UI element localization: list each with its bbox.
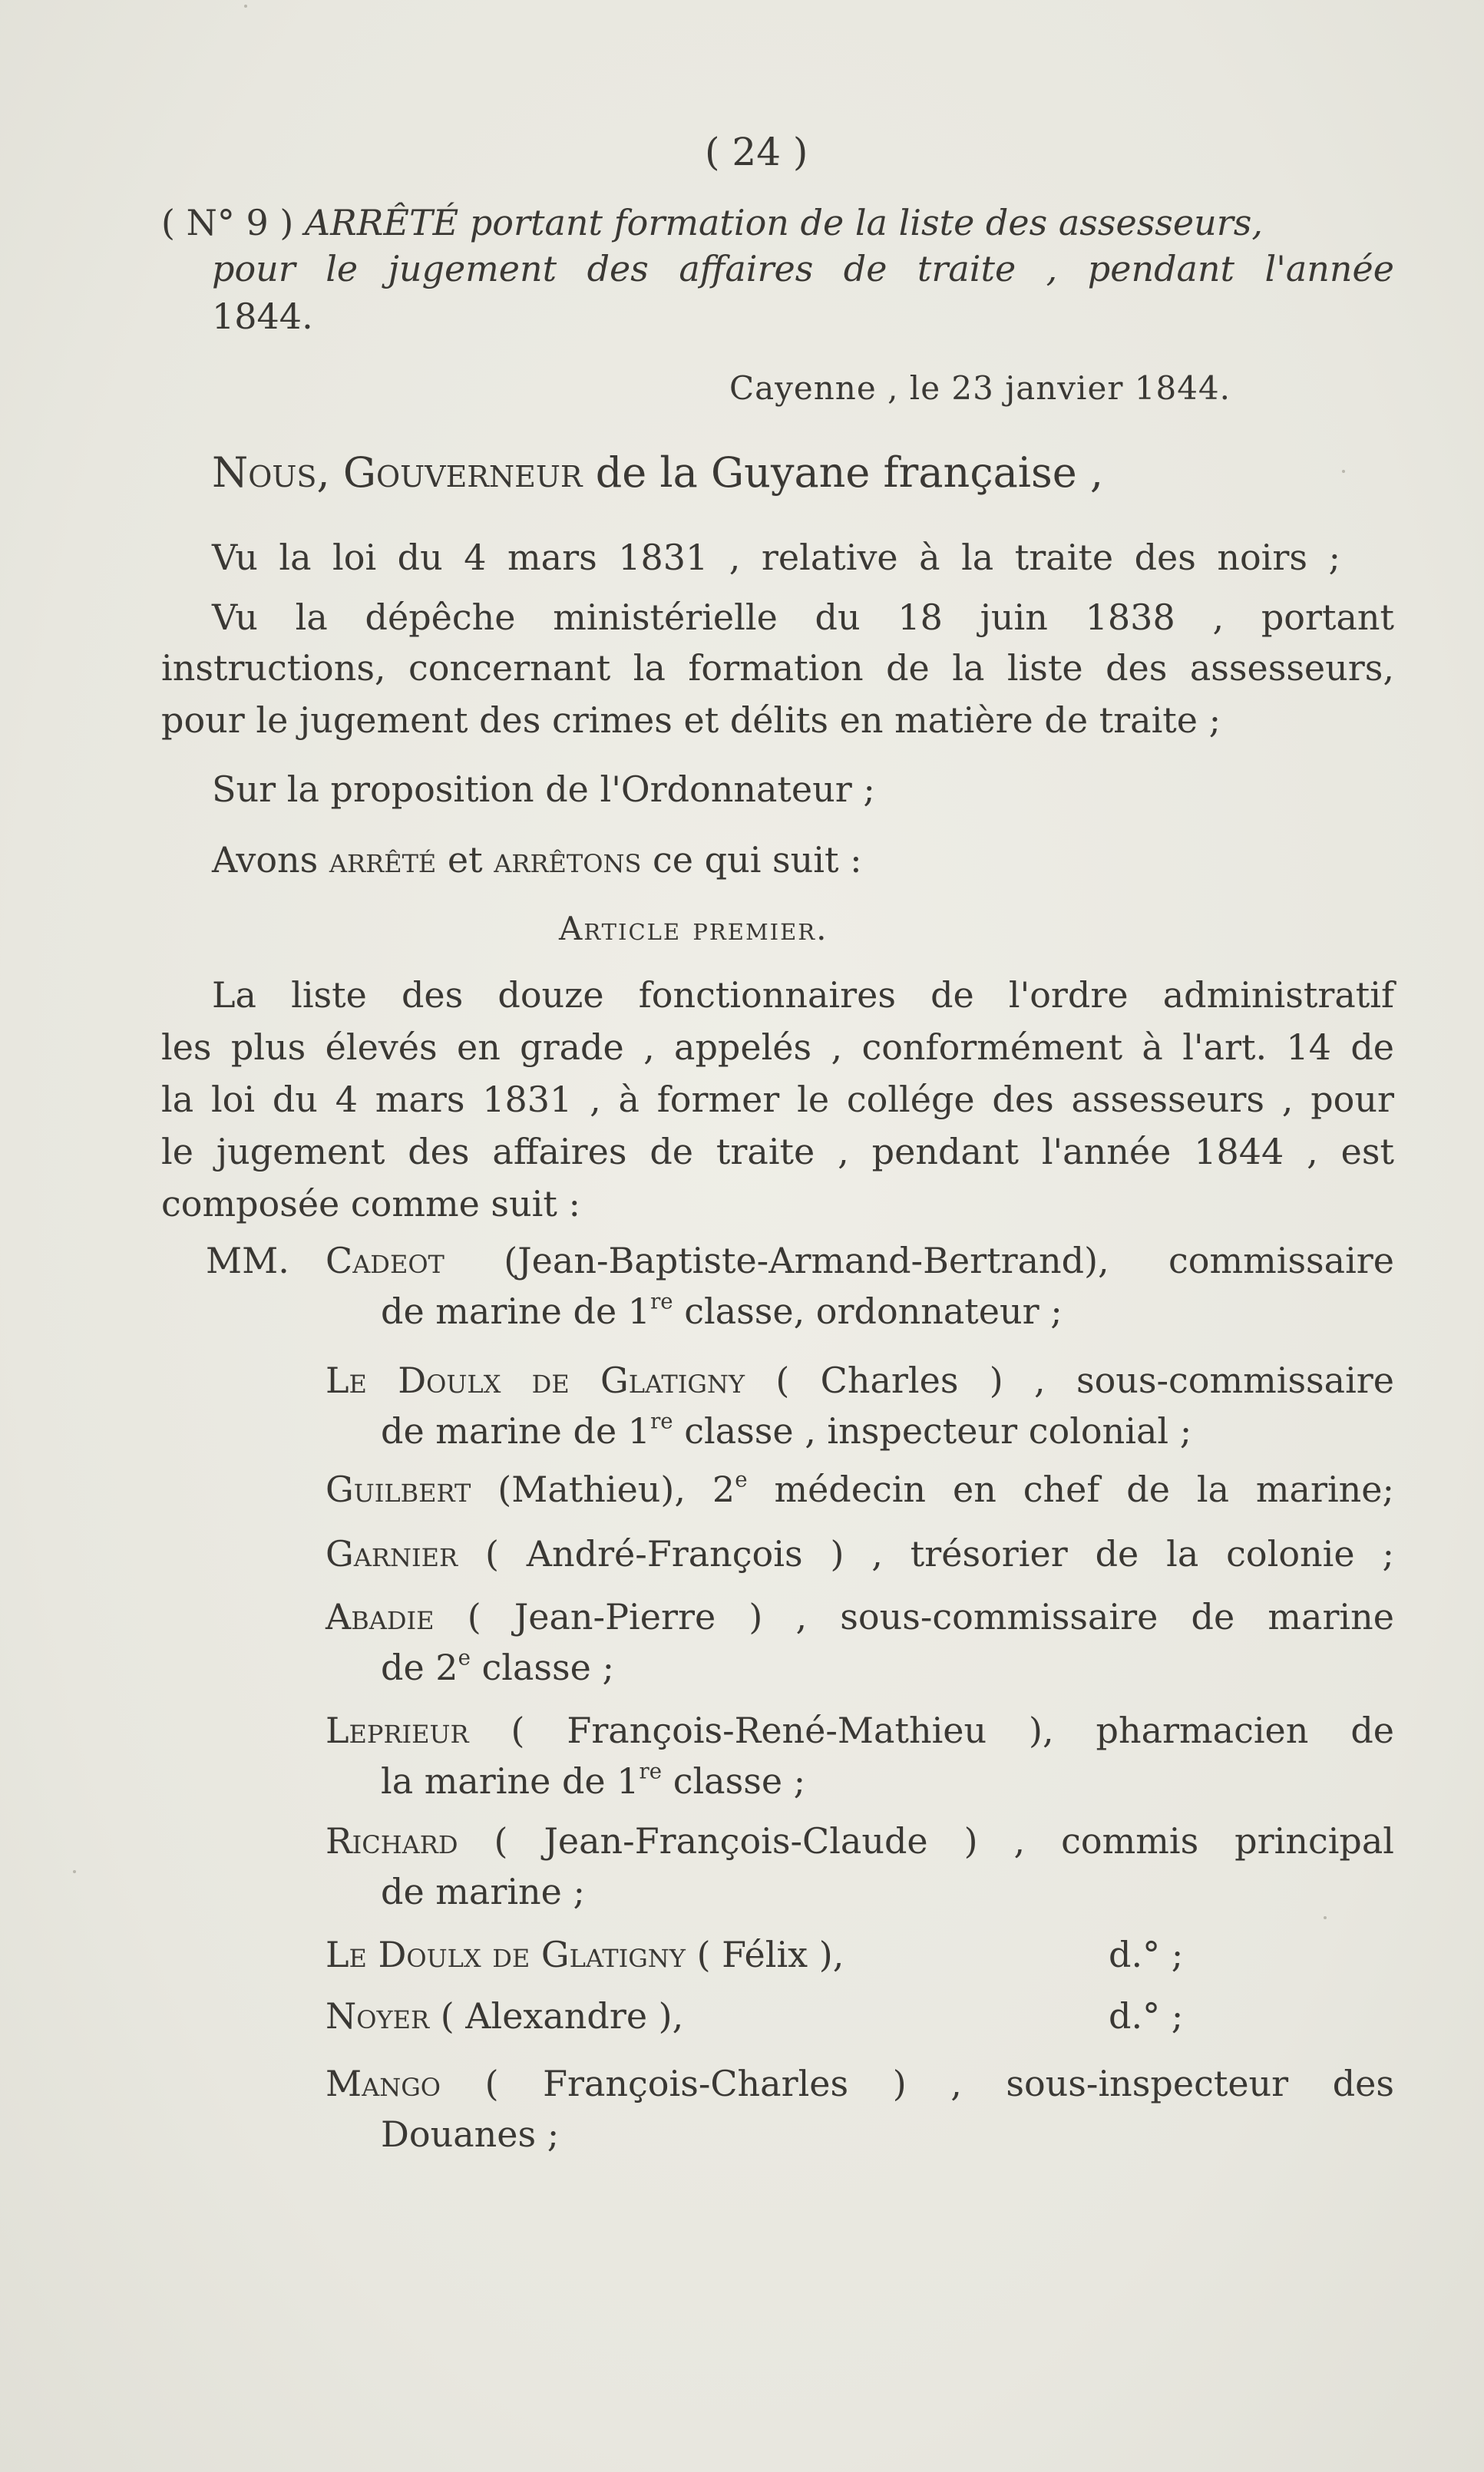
member-cadeot-line-2	[381, 1290, 1063, 1333]
member-name: Abadie	[326, 1596, 435, 1638]
vu-depeche-line-2: instructions, concernant la formation de la liste des assesseurs,	[161, 647, 1394, 689]
et-word: et	[447, 839, 483, 881]
member-name: Cadeot	[326, 1240, 445, 1281]
member-garnier	[326, 1532, 1394, 1575]
member-name: Garnier	[326, 1533, 458, 1575]
member-name: Le Doulx de Glatigny	[326, 1934, 686, 1975]
member-detail-text: de marine de 1	[381, 1291, 651, 1332]
arrete-heading-line-2: pour le jugement des affaires de traite , pendant l'année	[212, 248, 1394, 289]
member-detail-text: classe ;	[662, 1760, 806, 1802]
arrete-number: ( N° 9 )	[161, 202, 294, 243]
member-detail-text: de marine de 1	[381, 1410, 651, 1452]
superscript: e	[458, 1644, 471, 1671]
avons-word: Avons	[212, 839, 319, 881]
member-details: ( Jean-François-Claude ) , commis principal	[494, 1820, 1394, 1862]
paper-speck	[1342, 470, 1345, 473]
page-number: ( 24 )	[705, 130, 808, 174]
nous-line-rest: de la Guyane française ,	[595, 448, 1104, 497]
member-details	[497, 1466, 1395, 1510]
superscript: re	[650, 1408, 673, 1434]
article-line-2: les plus élevés en grade , appelés , conformément à l'art. 14 de	[161, 1026, 1394, 1068]
date-line: Cayenne , le 23 janvier 1844.	[729, 369, 1231, 407]
arrete-title: ARRÊTÉ portant formation de la liste des assesseurs,	[304, 202, 1263, 243]
article-line-4: le jugement des affaires de traite , pendant l'année 1844 , est	[161, 1131, 1394, 1172]
member-ledoulx-charles-line-2	[381, 1410, 1191, 1452]
member-leprieur	[326, 1709, 1394, 1752]
article-line-3: la loi du 4 mars 1831 , à former le collége des assesseurs , pour	[161, 1079, 1394, 1120]
arrete-heading-line-1	[161, 201, 1405, 244]
proposition-line: Sur la proposition de l'Ordonnateur ;	[212, 768, 875, 810]
member-mango-line-2: Douanes ;	[381, 2113, 560, 2155]
superscript: e	[735, 1466, 748, 1492]
article-line-1: La liste des douze fonctionnaires de l'ordre administratif	[212, 974, 1394, 1016]
ditto-mark: d.° ;	[1109, 1934, 1184, 1975]
member-detail-text: (Mathieu), 2	[497, 1469, 735, 1510]
paper-speck	[73, 1870, 76, 1873]
member-guilbert	[326, 1468, 1394, 1511]
member-detail-text: classe, ordonnateur ;	[673, 1291, 1063, 1332]
member-noyer	[326, 1994, 683, 2037]
arrete-heading-line-3: 1844.	[212, 296, 313, 337]
paper-speck	[1324, 1916, 1327, 1919]
member-leprieur-line-2	[381, 1760, 805, 1803]
avons-arrete-line	[212, 838, 862, 881]
member-details: ( Charles ) , sous-commissaire	[775, 1360, 1395, 1401]
member-name: Noyer	[326, 1995, 430, 2037]
member-name: Richard	[326, 1820, 458, 1862]
member-name: Leprieur	[326, 1710, 469, 1751]
member-name: Mango	[326, 2063, 441, 2104]
member-details: ( François-René-Mathieu ), pharmacien de	[511, 1710, 1395, 1751]
member-detail-text: médecin en chef de la marine;	[747, 1469, 1395, 1510]
superscript: re	[650, 1288, 673, 1314]
member-ledoulx-felix	[326, 1933, 844, 1976]
mm-label: MM.	[206, 1240, 289, 1281]
superscript: re	[639, 1758, 663, 1784]
article-line-5: composée comme suit :	[161, 1183, 580, 1224]
member-cadeot	[326, 1239, 1394, 1282]
vu-depeche-line-1: Vu la dépêche ministérielle du 18 juin 1838 , portant	[212, 597, 1394, 638]
member-details: ( François-Charles ) , sous-inspecteur des	[484, 2063, 1394, 2104]
member-abadie-line-2	[381, 1646, 614, 1689]
paper-speck	[244, 5, 247, 8]
member-details: ( Alexandre ),	[440, 1995, 684, 2037]
ce-qui-suit: ce qui suit :	[653, 839, 862, 881]
member-detail-text: la marine de 1	[381, 1760, 640, 1802]
member-details: (Jean-Baptiste-Armand-Bertrand), commissaire	[504, 1240, 1395, 1281]
member-details: ( André-François ) , trésorier de la colonie ;	[484, 1533, 1394, 1575]
member-name: Le Doulx de Glatigny	[326, 1360, 745, 1401]
arretons-word: arrêtons	[494, 839, 642, 881]
member-details: ( Félix ),	[696, 1934, 844, 1975]
member-richard	[326, 1819, 1394, 1862]
member-mango	[326, 2062, 1394, 2105]
member-ledoulx-charles	[326, 1359, 1394, 1402]
member-details: ( Jean-Pierre ) , sous-commissaire de marine	[467, 1596, 1394, 1638]
member-detail-text: de 2	[381, 1647, 458, 1688]
member-abadie	[326, 1595, 1394, 1638]
member-detail-text: classe ;	[470, 1647, 614, 1688]
article-title: Article premier.	[559, 910, 828, 947]
vu-loi-line: Vu la loi du 4 mars 1831 , relative à la traite des noirs ;	[212, 537, 1340, 578]
nous-word: Nous	[212, 448, 317, 497]
member-name: Guilbert	[326, 1469, 471, 1510]
nous-gouverneur-line: Nous, Gouverneur de la Guyane française ,	[212, 448, 1104, 497]
member-richard-line-2: de marine ;	[381, 1871, 586, 1912]
arrete-word: arrêté	[329, 839, 437, 881]
vu-depeche-line-3: pour le jugement des crimes et délits en matière de traite ;	[161, 699, 1221, 741]
gouverneur-word: Gouverneur	[342, 448, 583, 497]
ditto-mark: d.° ;	[1109, 1995, 1184, 2037]
member-detail-text: classe , inspecteur colonial ;	[673, 1410, 1192, 1452]
